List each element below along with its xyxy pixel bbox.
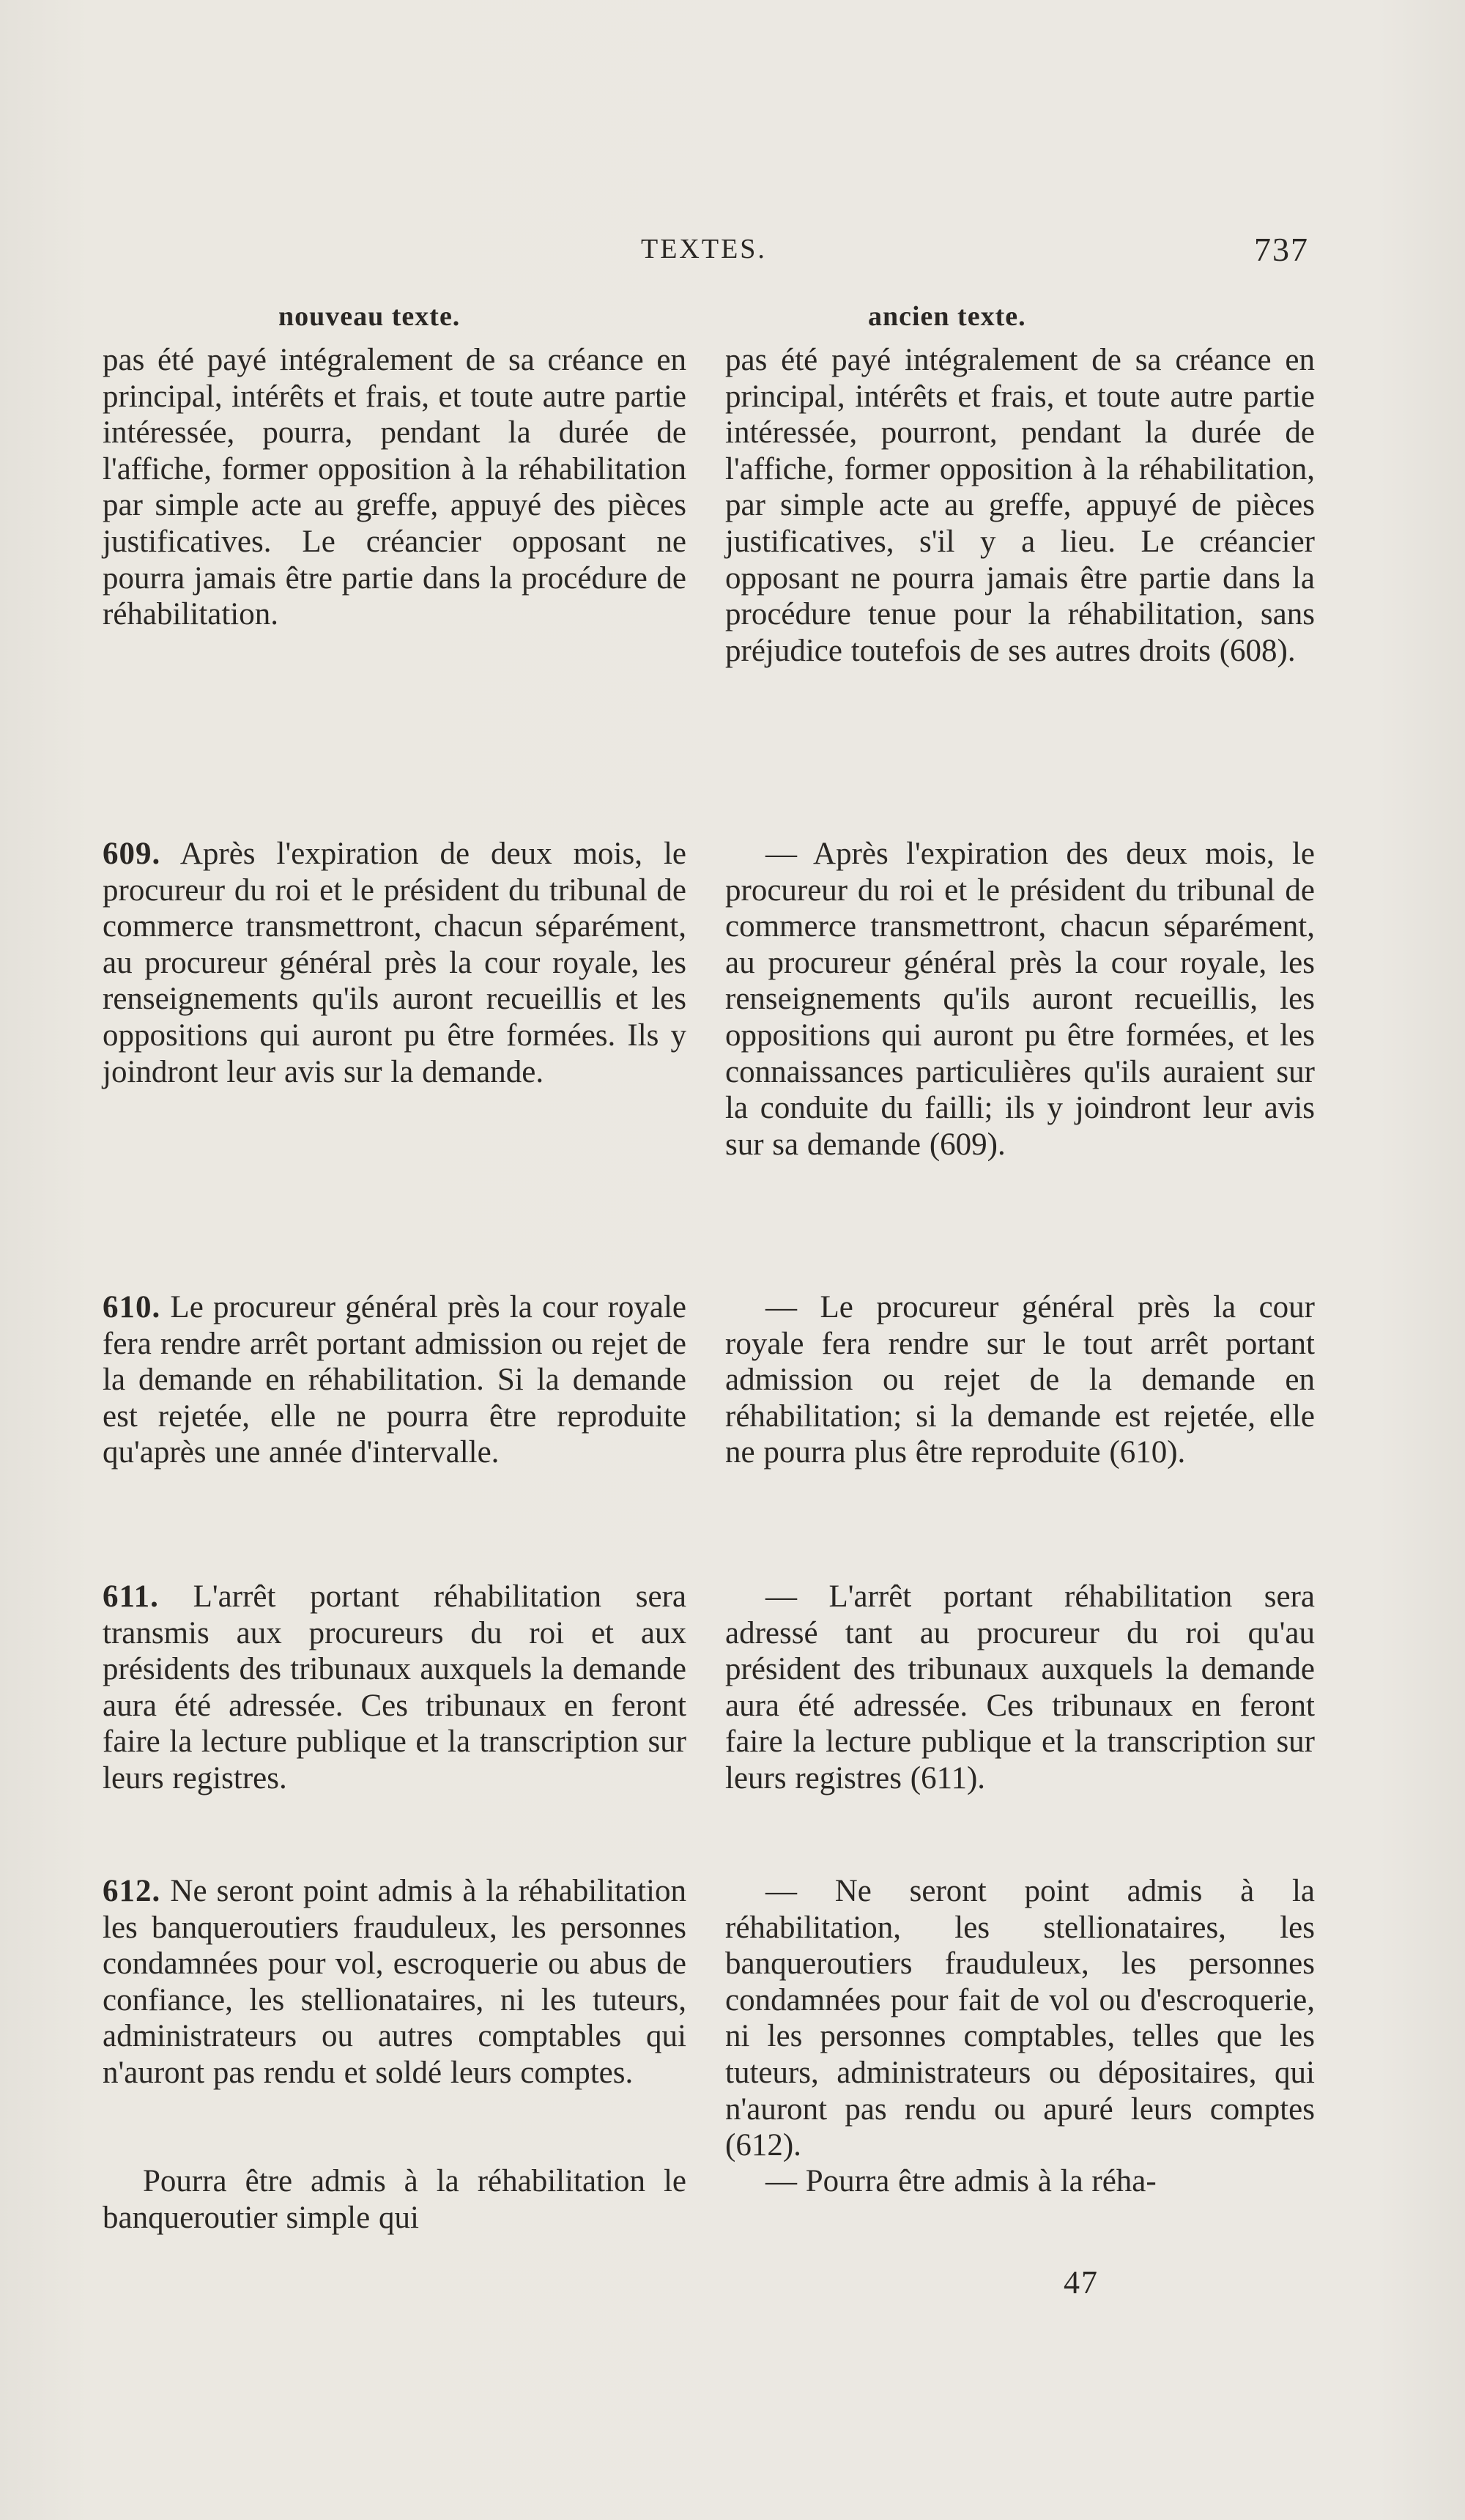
article-paragraph xyxy=(725,836,1315,1163)
article-paragraph xyxy=(103,342,686,633)
article-text: Ne seront point admis à la réhabilitation les banqueroutiers frauduleux, les personnes condamnées pour vol, escroquerie ou abus de confiance, les stellionataires, ni les tuteurs, administrateurs ou autres comptables qui n'auront pas rendu et soldé leurs comptes. xyxy=(103,1874,686,2090)
column-heading-old-text: ancien texte. xyxy=(868,301,1026,332)
article-number: 609. xyxy=(103,837,161,871)
article-number: 611. xyxy=(103,1579,159,1614)
article-paragraph xyxy=(725,1289,1315,1471)
article-text: — Après l'expiration des deux mois, le procureur du roi et le président du tribunal de commerce transmettront, chacun séparément, au procureur général près la cour royale, les renseignements qu'ils auront recueillis, les oppositions qui auront pu être formées, et les connaissances particulières qu'ils auraient sur la conduite du failli; ils y joindront leur avis sur sa demande (609). xyxy=(725,837,1315,1162)
article-number: 612. xyxy=(103,1874,161,1908)
article-paragraph xyxy=(103,1873,686,2091)
article-text: — L'arrêt portant réhabilitation sera adressé tant au procureur du roi qu'au président des tribunaux auxquels la demande aura été adressée. Ces tribunaux en feront faire la lecture publique et la transcription sur leurs registres (611). xyxy=(725,1579,1315,1796)
article-text: Le procureur général près la cour royale fera rendre arrêt portant admission ou rejet de la demande en réhabilitation. Si la demande est rejetée, elle ne pourra être reproduite qu'après une année d'intervalle. xyxy=(103,1290,686,1470)
article-number: 610. xyxy=(103,1290,161,1324)
article-text: — Pourra être admis à la réha- xyxy=(765,2164,1157,2198)
article-text: Pourra être admis à la réhabilitation le banqueroutier simple qui xyxy=(103,2164,686,2235)
signature-folio: 47 xyxy=(1064,2264,1099,2300)
column-heading-new-text: nouveau texte. xyxy=(278,301,461,332)
article-paragraph xyxy=(103,836,686,1090)
article-paragraph xyxy=(725,1873,1315,2164)
article-paragraph xyxy=(725,342,1315,669)
article-text: pas été payé intégralement de sa créance en principal, intérêts et frais, et toute autre partie intéressée, pourra, pendant la durée de l'affiche, former opposition à la réhabilitation par simple acte au greffe, appuyé des pièces justificatives. Le créancier opposant ne pourra jamais être partie dans la procédure de réhabilitation. xyxy=(103,343,686,632)
article-text: L'arrêt portant réhabilitation sera transmis aux procureurs du roi et aux présidents des tribunaux auxquels la demande aura été adressée. Ces tribunaux en feront faire la lecture publique et la transcription sur leurs registres. xyxy=(103,1579,686,1796)
article-paragraph xyxy=(103,2163,686,2236)
running-title: TEXTES. xyxy=(641,234,767,264)
article-text: Après l'expiration de deux mois, le procureur du roi et le président du tribunal de commerce transmettront, chacun séparément, au procureur général près la cour royale, les renseignements qu'ils auront recueillis et les oppositions qui auront pu être formées. Ils y joindront leur avis sur la demande. xyxy=(103,837,686,1089)
article-text: — Ne seront point admis à la réhabilitation, les stellionataires, les banqueroutiers frauduleux, les personnes condamnées pour fait de vol ou d'escroquerie, ni les personnes comptables, telles que les tuteurs, administrateurs ou dépositaires, qui n'auront pas rendu ou apuré leurs comptes (612). xyxy=(725,1874,1315,2163)
article-paragraph xyxy=(103,1289,686,1471)
article-text: — Le procureur général près la cour royale fera rendre sur le tout arrêt portant admission ou rejet de la demande en réhabilitation; si la demande est rejetée, elle ne pourra plus être reproduite (610). xyxy=(725,1290,1315,1470)
article-text: pas été payé intégralement de sa créance en principal, intérêts et frais, et toute autre partie intéressée, pourront, pendant la durée de l'affiche, former opposition à la réhabilitation, par simple acte au greffe, appuyé de pièces justificatives, s'il y a lieu. Le créancier opposant ne pourra jamais être partie dans la procédure tenue pour la réhabilitation, sans préjudice toutefois de ses autres droits (608). xyxy=(725,343,1315,668)
article-paragraph xyxy=(725,2163,1315,2200)
page-number: 737 xyxy=(1254,231,1309,268)
article-paragraph xyxy=(103,1579,686,1797)
running-head xyxy=(0,233,1465,270)
article-paragraph xyxy=(725,1579,1315,1797)
